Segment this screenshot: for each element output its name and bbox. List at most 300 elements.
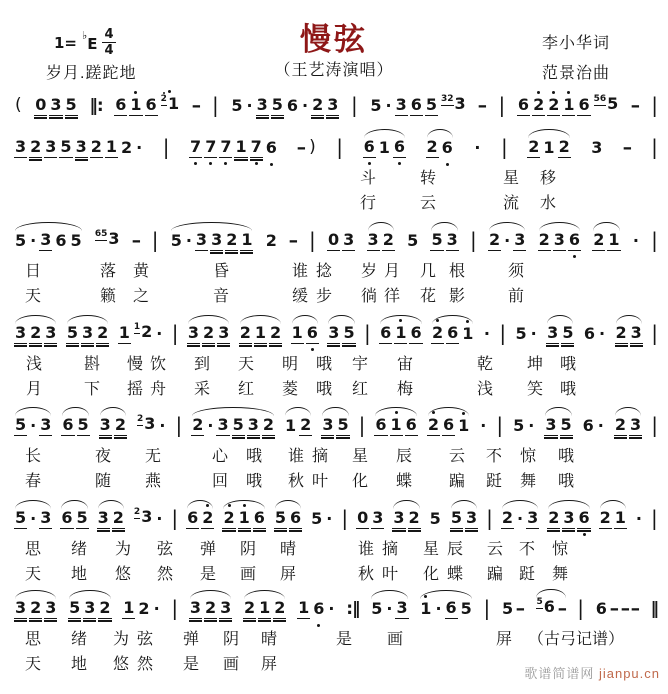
lyric-syllable: 随 [95, 473, 112, 490]
note: 7 [250, 139, 263, 158]
augmentation-dot: · [136, 138, 143, 157]
note: 6 [61, 508, 73, 527]
note: 1 [291, 323, 303, 342]
note: 0 [35, 95, 47, 114]
note: 0 [357, 508, 369, 527]
note: 3 [547, 323, 559, 342]
note: 3 [247, 415, 259, 434]
grace-note: 2 [136, 414, 144, 424]
note: 3 [328, 323, 340, 342]
note: 6 [265, 140, 278, 158]
lyric-syllable: 哦 [246, 473, 263, 490]
note: 2 [599, 508, 611, 527]
note-group [172, 323, 179, 344]
note: 6 [441, 140, 454, 158]
note: 3 [220, 598, 232, 617]
note: 6 [187, 508, 199, 527]
barline: | [496, 413, 504, 437]
lyric-syllable: （古弓记谱） [528, 631, 625, 648]
note: 2 [426, 137, 438, 156]
slur-group [284, 417, 312, 436]
note-group [484, 598, 491, 619]
notation-line [14, 585, 658, 619]
note: 3 [367, 230, 379, 249]
note: 3 [15, 323, 27, 342]
note: 1 [457, 418, 470, 436]
slur-group [430, 232, 458, 251]
note-group [297, 600, 335, 619]
note-group [590, 140, 603, 158]
note-group [171, 598, 178, 619]
slur-group [239, 325, 282, 344]
slur-group [614, 417, 642, 436]
lyric-syllable: 屏 [280, 566, 297, 583]
note: 3 [211, 230, 223, 249]
note-group [356, 510, 384, 529]
barline: | [651, 321, 658, 345]
note: 3 [97, 508, 109, 527]
note-group [473, 140, 481, 158]
lyric-syllable: 画 [240, 566, 257, 583]
slur-group [535, 599, 566, 619]
note: 3 [75, 137, 87, 156]
lyric-syllable: 摇 [127, 381, 144, 398]
barline: | [500, 135, 508, 159]
note: 3 [15, 137, 27, 156]
slur-group [615, 325, 643, 344]
note-group [133, 509, 163, 529]
lyric-syllable: 哦 [558, 473, 575, 490]
lyric-syllable: 不 [519, 541, 536, 558]
barline: | [171, 506, 179, 530]
note: 1 [235, 137, 247, 156]
flat-icon: ♭ [82, 28, 88, 42]
lyric-syllable: 不 [486, 448, 503, 465]
note-group [651, 601, 659, 619]
lyric-syllable: 星 [352, 448, 369, 465]
note: 2 [120, 138, 133, 157]
lyric-syllable: 天 [238, 356, 255, 373]
note: 2 [548, 508, 560, 527]
lyric-syllable: 弹 [200, 541, 217, 558]
lyric-syllable: 水 [540, 195, 557, 212]
note-group [310, 511, 333, 529]
lyric-syllable: 斟 [84, 356, 101, 373]
duration-dash: - [477, 96, 488, 115]
note: 6 [410, 323, 422, 342]
lyric-syllable: 心 [212, 448, 229, 465]
lyric-syllable: 悠 [115, 566, 132, 583]
slur-group [14, 417, 52, 436]
note: 3 [40, 230, 52, 249]
lyric-syllable: 行 [360, 195, 377, 212]
note: 6 [583, 324, 596, 343]
slur-group [427, 417, 470, 436]
note: 3 [256, 95, 268, 114]
note: 2 [138, 599, 150, 618]
note-group [14, 97, 23, 116]
note: 2 [114, 415, 126, 434]
slur-group [14, 600, 57, 619]
augmentation-dot: · [326, 509, 333, 528]
note: 3 [327, 95, 339, 114]
note: 2 [408, 508, 420, 527]
lyric-syllable: 岁 [361, 263, 378, 280]
note: 5 [337, 415, 349, 434]
note: 6 [375, 415, 387, 434]
tempo-marking: 岁月.蹉跎地 [46, 65, 137, 82]
octave-dot-above [243, 504, 246, 507]
slur-group [426, 139, 454, 158]
note-group [346, 601, 359, 619]
note-group [94, 231, 121, 251]
note: 6 [445, 598, 457, 617]
note: 5 [515, 324, 527, 343]
slur-group [501, 510, 539, 529]
lyric-syllable: 梅 [397, 381, 414, 398]
grace-note: 2 [133, 507, 141, 517]
lyricist-credit: 李小华词 [541, 35, 610, 52]
lyric-syllable: 舞 [520, 473, 537, 490]
slur-group [419, 600, 473, 619]
lyric-syllable: 菱 [282, 381, 299, 398]
note: 3 [50, 95, 62, 114]
barline: | [498, 93, 506, 117]
augmentation-dot: · [159, 416, 166, 435]
slur-group [392, 510, 420, 529]
augmentation-dot: · [301, 96, 309, 115]
octave-dot-above [134, 91, 137, 94]
octave-dot-above [537, 91, 540, 94]
repeat-sign: :‖ [346, 599, 360, 619]
note: 2 [270, 323, 282, 342]
note: 1 [394, 325, 407, 344]
lyric-syllable: 秋 [288, 473, 305, 490]
lyric-syllable: 花 [420, 288, 437, 305]
note: 2 [30, 137, 42, 156]
duration-dash: - [131, 231, 142, 250]
lyric-syllable: 哦 [316, 356, 333, 373]
note: 6 [115, 95, 127, 114]
notation-line [14, 124, 658, 158]
note: 6 [62, 415, 74, 434]
lyric-syllable: 云 [487, 541, 504, 558]
key-note: ♭E [82, 28, 98, 53]
octave-dot-above [462, 412, 465, 415]
augmentation-dot: · [153, 599, 160, 618]
slur-group [274, 510, 302, 529]
note-group [501, 601, 525, 619]
note-group [136, 416, 166, 436]
note: 5 [60, 137, 72, 156]
lyric-syllable: 化 [352, 473, 369, 490]
composer-credit: 范景治曲 [541, 65, 610, 82]
note: 1 [129, 97, 142, 116]
note: 5 [69, 598, 81, 617]
note: 3 [45, 598, 57, 617]
lyric-syllable: 哦 [246, 448, 263, 465]
note-group [582, 418, 605, 436]
note: 3 [527, 508, 539, 527]
augmentation-dot: · [480, 416, 487, 435]
slur-group [170, 232, 254, 251]
note: 7 [204, 139, 217, 158]
barline: | [650, 506, 658, 530]
note: 6 [405, 415, 417, 434]
note: 3 [45, 323, 57, 342]
note: 2 [262, 415, 275, 434]
notation-line [14, 82, 658, 116]
slur-group [68, 600, 111, 619]
note: 3 [45, 137, 57, 156]
duration-dash: - [296, 138, 307, 157]
augmentation-dot: · [385, 96, 392, 115]
slur-group [370, 600, 408, 619]
note-group [118, 324, 164, 344]
lyric-syllable: 为 [113, 631, 130, 648]
note: 5 [343, 323, 355, 342]
lyric-syllable: 跹 [519, 566, 536, 583]
slur-group [99, 417, 127, 436]
augmentation-dot: · [435, 599, 442, 618]
octave-dot-below [368, 162, 371, 165]
note: 2 [239, 323, 251, 342]
lyric-syllable: 夜 [95, 448, 112, 465]
lyric-syllable: 谁 [358, 541, 375, 558]
lyric-syllable: 燕 [145, 473, 162, 490]
lyric-syllable: 地 [71, 656, 88, 673]
octave-dot-below [446, 163, 449, 166]
note-group [297, 139, 316, 158]
note: 6 [517, 95, 530, 114]
note: 3 [187, 323, 200, 342]
notation-line [14, 217, 658, 251]
note-group [163, 137, 170, 158]
note-group [369, 96, 466, 116]
octave-dot-above [424, 595, 427, 598]
augmentation-dot: · [483, 324, 490, 343]
slur-group [374, 417, 417, 436]
slur-group [431, 325, 474, 344]
lyric-syllable: 慢 [127, 356, 144, 373]
octave-dot-above [168, 90, 171, 93]
note: 3 [393, 508, 405, 527]
octave-dot-below [270, 163, 273, 166]
note-group [631, 98, 640, 116]
octave-dot-above [432, 411, 435, 414]
slur-group [450, 510, 478, 529]
slur-group [14, 325, 57, 344]
slur-group [327, 325, 355, 344]
note: 1 [241, 230, 253, 249]
note: 5 [429, 509, 441, 528]
note: 2 [489, 230, 501, 249]
note: 2 [204, 598, 217, 617]
note: 3 [343, 230, 355, 249]
note: 2 [226, 230, 238, 249]
note: 2 [427, 417, 440, 436]
note: 3 [372, 508, 384, 527]
note-group [192, 98, 201, 116]
note: 5 [65, 95, 77, 114]
lyric-syllable: 弦 [137, 631, 154, 648]
note: 3 [396, 598, 408, 617]
slur-group [222, 510, 265, 529]
note: 3 [40, 508, 52, 527]
note: 3 [395, 95, 407, 114]
repeat-sign: ‖: [89, 96, 103, 116]
lyric-syllable: 屏 [261, 656, 278, 673]
note: 1 [419, 601, 432, 619]
lyric-syllable: 转 [420, 170, 437, 187]
note-group [651, 137, 658, 158]
augmentation-dot: · [530, 324, 537, 343]
note-group [501, 137, 508, 158]
note-group [14, 139, 143, 158]
lyric-syllable: 是 [183, 656, 200, 673]
note-group [635, 511, 643, 529]
note: 3 [563, 508, 575, 527]
lyric-syllable: 春 [25, 473, 42, 490]
lyric-syllable: 然 [137, 656, 154, 673]
note: 7 [189, 139, 202, 158]
note-group [341, 508, 348, 529]
duration-dash: - [288, 231, 299, 250]
watermark-domain: jianpu.cn [598, 666, 660, 681]
lyric-syllable: 弦 [157, 541, 174, 558]
slur-group [538, 232, 581, 251]
octave-dot-above [395, 411, 398, 414]
note: 5 [370, 96, 382, 115]
augmentation-dot: · [516, 509, 524, 528]
octave-dot-below [583, 533, 586, 536]
lyric-syllable: 根 [449, 263, 466, 280]
note-group [230, 97, 339, 116]
note: 2 [112, 508, 124, 527]
lyric-syllable: 为 [115, 541, 132, 558]
augmentation-dot: · [185, 231, 192, 250]
note: 1 [614, 508, 626, 527]
note-group [651, 508, 658, 529]
lyric-syllable: 须 [508, 263, 525, 280]
note: 5 [431, 230, 443, 249]
augmentation-dot: · [30, 231, 37, 250]
note: 2 [431, 325, 444, 344]
note: 6 [55, 231, 67, 250]
octave-dot-above [436, 319, 439, 322]
lyric-syllable: 无 [145, 448, 162, 465]
parenthesis: ( [15, 95, 22, 115]
lyric-syllable: 惊 [520, 448, 537, 465]
lyric-syllable: 宇 [352, 356, 369, 373]
octave-dot-below [194, 162, 197, 165]
slur-group [187, 325, 230, 344]
note-group [364, 323, 371, 344]
octave-dot-below [317, 624, 320, 627]
slur-group [379, 325, 422, 344]
note: 1 [285, 416, 297, 435]
slur-group [544, 417, 572, 436]
slur-group [189, 600, 232, 619]
note: 2 [558, 137, 570, 156]
note: 1 [608, 230, 620, 249]
note: 3 [15, 598, 27, 617]
note: 6 [410, 95, 422, 114]
octave-dot-above [399, 319, 402, 322]
parenthesis: ) [309, 137, 316, 157]
lyric-syllable: 月 [26, 381, 43, 398]
note: 1 [543, 138, 555, 157]
note-group [34, 97, 77, 116]
lyric-syllable: 云 [420, 195, 437, 212]
augmentation-dot: · [528, 416, 535, 435]
augmentation-dot: · [599, 324, 606, 343]
lyric-syllable: 弹 [183, 631, 200, 648]
lyric-syllable: 月 [384, 263, 401, 280]
note: 3 [545, 415, 557, 434]
augmentation-dot: · [328, 599, 335, 618]
octave-dot-above [228, 504, 231, 507]
lyric-syllable: 捻 [316, 263, 333, 280]
note: 2 [614, 415, 627, 434]
note: 6 [145, 95, 157, 114]
note: 6 [312, 601, 325, 619]
lyric-syllable: 长 [25, 448, 42, 465]
slur-group [61, 417, 89, 436]
note: 1 [105, 137, 117, 156]
lyric-syllable: 阴 [223, 631, 240, 648]
note: 5 [76, 508, 88, 527]
lyric-syllable: 画 [223, 656, 240, 673]
note-group [336, 137, 343, 158]
note: 2 [312, 95, 324, 114]
note: 2 [243, 598, 256, 617]
lyric-syllable: 天 [25, 288, 42, 305]
grace-note: 65 [94, 229, 108, 239]
octave-dot-below [398, 162, 401, 165]
duration-dash: - [622, 138, 633, 157]
note: 5 [371, 599, 383, 618]
barline: | [651, 93, 658, 117]
barline: | [651, 413, 658, 437]
lyric-syllable: 屏 [496, 631, 513, 648]
augmentation-dot: · [30, 416, 37, 435]
slur-group [243, 600, 286, 619]
note: 6 [577, 510, 590, 529]
note: 1 [259, 598, 271, 617]
note-group [651, 95, 658, 116]
barline: | [171, 321, 179, 345]
note: 6 [447, 323, 459, 342]
lyric-syllable: 谁 [288, 448, 305, 465]
note-group [479, 418, 487, 436]
note-group [496, 415, 503, 436]
lyric-syllable: 辰 [447, 541, 464, 558]
slur-group [60, 510, 88, 529]
note: 6 [290, 508, 302, 527]
note: 5 [501, 599, 514, 618]
note: 5 [77, 415, 89, 434]
augmentation-dot: · [597, 416, 604, 435]
lyric-syllable: 绪 [71, 541, 88, 558]
barline: | [175, 413, 183, 437]
barline: | [364, 321, 371, 345]
barline: | [162, 135, 170, 159]
note: 2 [382, 230, 394, 249]
note: 1 [390, 417, 403, 436]
note: 2 [274, 598, 286, 617]
lyric-syllable: 蹁 [449, 473, 466, 490]
